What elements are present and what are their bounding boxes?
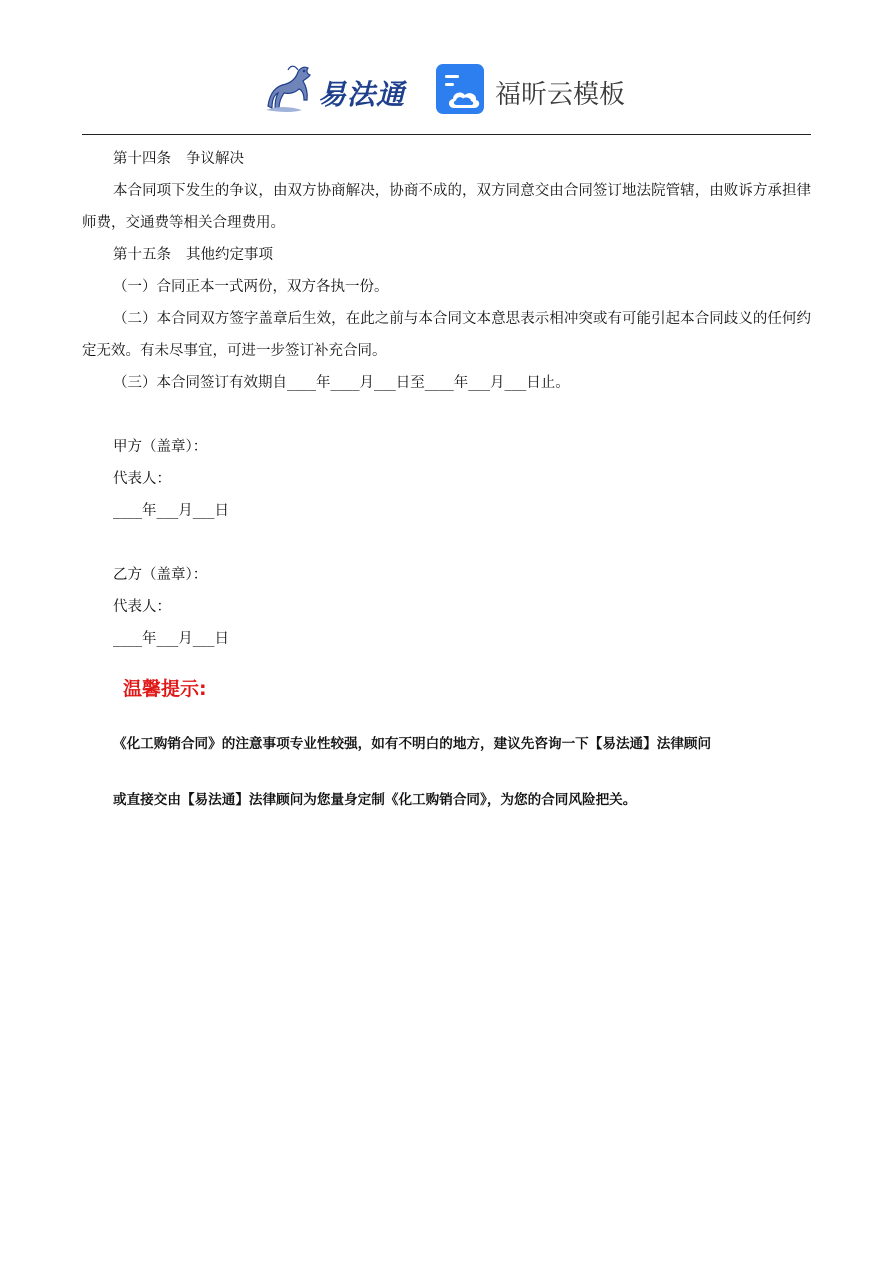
yifatong-brand-text: 易法通 <box>318 78 406 111</box>
page-header <box>0 58 893 122</box>
tips-line-1: 《化工购销合同》的注意事项专业性较强，如有不明白的地方，建议先咨询一下【易法通】法律顾问 <box>113 736 712 752</box>
cloud-document-icon <box>436 64 488 116</box>
article-14-number: 第十四条 <box>113 151 171 167</box>
contract-body <box>82 143 811 655</box>
party-a-date: ____年___月___日 <box>113 503 229 519</box>
party-a-representative: 代表人： <box>113 471 171 487</box>
party-b-date: ____年___月___日 <box>113 631 229 647</box>
article-15-number: 第十五条 <box>113 247 171 263</box>
article-15-name: 其他约定事项 <box>186 247 273 263</box>
fuxin-brand-text: 福昕云模板 <box>495 80 626 110</box>
article-15-item-2: （二）本合同双方签字盖章后生效，在此之前与本合同文本意思表示相冲突或有可能引起本合同歧义的任何约定无效。有未尽事宜，可进一步签订补充合同。 <box>82 311 811 359</box>
article-15-item-3: （三）本合同签订有效期自____年____月___日至____年___月___日止。 <box>113 375 570 391</box>
tips-title: 温馨提示: <box>123 678 207 700</box>
qilin-logo-icon <box>262 62 318 116</box>
article-14-name: 争议解决 <box>186 151 244 167</box>
party-b-representative: 代表人： <box>113 599 171 615</box>
article-14-body: 本合同项下发生的争议，由双方协商解决，协商不成的，双方同意交由合同签订地法院管辖，由败诉方承担律师费，交通费等相关合理费用。 <box>82 183 811 231</box>
article-14-heading <box>82 143 811 175</box>
party-a-seal: 甲方（盖章）： <box>113 439 208 455</box>
tips-body <box>113 730 811 842</box>
yifatong-logo <box>262 62 412 116</box>
party-b-seal: 乙方（盖章）： <box>113 567 208 583</box>
article-15-heading <box>82 239 811 271</box>
header-divider <box>82 134 811 135</box>
fuxin-logo <box>436 64 636 116</box>
article-15-item-1: （一）合同正本一式两份，双方各执一份。 <box>113 279 389 295</box>
tips-line-2: 或直接交由【易法通】法律顾问为您量身定制《化工购销合同》，为您的合同风险把关。 <box>113 792 637 808</box>
